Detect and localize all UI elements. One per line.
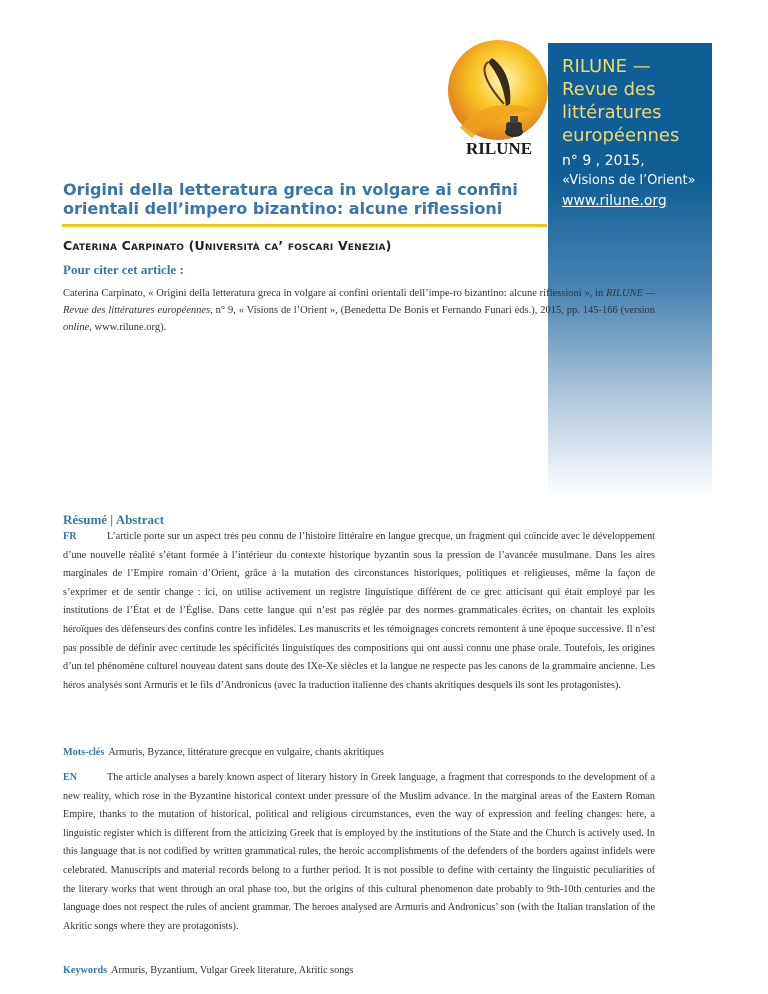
citation-text: [63, 285, 655, 336]
citation-online: online: [63, 322, 90, 333]
abstract-en: [63, 769, 655, 936]
journal-sidebar: [548, 43, 712, 498]
issue-theme: «Visions de l’Orient»: [562, 173, 696, 188]
keywords-en-label: Keywords: [63, 965, 108, 976]
article-title: Origini della letteratura greca in volgare ai confini orientali dell’impero bizantino: alcune riflessioni: [63, 180, 518, 218]
keywords-fr-label: Mots-clés: [63, 747, 105, 758]
keywords-fr-text: Armuris, Byzance, littérature grecque en vulgaire, chants akritiques: [108, 747, 384, 758]
lang-tag-fr: FR: [63, 531, 77, 542]
keywords-en-text: Armuris, Byzantium, Vulgar Greek literature, Akritic songs: [111, 965, 354, 976]
title-divider: [62, 224, 547, 227]
keywords-fr: [63, 747, 655, 758]
citation-part-2: , n° 9, « Visions de l’Orient », (Benedetta De Bonis et Fernando Funari éds.), 2015, pp. 145-166 (version: [210, 305, 655, 316]
abstract-heading: Résumé | Abstract: [63, 512, 165, 527]
keywords-en: [63, 965, 655, 976]
journal-url-link[interactable]: www.rilune.org: [562, 193, 667, 209]
citation-journal: RILUNE — Revue des littératures européennes: [63, 288, 655, 316]
article-author: Caterina Carpinato (Università ca’ foscari Venezia): [63, 238, 392, 253]
abstract-en-text: The article analyses a barely known aspect of literary history in Greek language, a fragment that corresponds to the development of a new reality, which rose in the Byzantine historical context under pressure of the Muslim advance. In the marginal areas of the Eastern Roman Empire, thanks to the mutation of historical, political and religious circumstances, even the way of expression and feeling changes: here, a linguistic register which is different from the atticizing Greek that is employed by the institutions of the State and the Church is actively used. In this language that is not codified by written grammatical rules, the heroic accomplishments of the defenders of the borders against infidels were celebrated. Manuscripts and material records belong to a further period. It is not possible to define with certainty the linguistic peculiarities of the literary works that went through an oral phase too, but the origins of this cultural phenomenon date probably to 9th-10th centuries and the language does not respect the rules of ancient grammar. The heroes analysed are Armuris and Andronicus’ son (with the Italian translation of the Akritic songs where they are protagonists).: [63, 772, 655, 932]
abstract-fr-text: L’article porte sur un aspect très peu connu de l’histoire littéraire en langue grecque, un fragment qui coïncide avec le développement d’une nouvelle réalité s’étant formée à l’intérieur du contexte historique byzantin sous la pression de l’avancée musulmane. Dans les aires marginales de l’Empire romain d’Orient, grâce à la mutation des circonstances historiques, politiques et religieuses, même la façon de s’exprimer et de sentir change : ici, on utilise activement un registre linguistique différent de ce grec atticisant qui était employé par les institutions de l’État et de l’Église. Dans cette langue qui n’est pas réglée par des normes grammaticales écrites, on chantait les exploits héroïques des défenseurs des confins contre les infidèles. Les manuscrits et les témoignages concrets remontent à une époque successive. Il n’est pas possible de définir avec certitude les spécificités linguistiques des compositions qui ont aussi connu une phase orale. Toutefois, les origines d’un tel phénomène culturel nouveau datent sans doute des IXe-Xe siècles et la langue ne respecte pas les canons de la grammaire ancienne. Les héros analysés sont Armuris et le fils d’Andronicus (avec la traduction italienne des chants akritiques desquels ils sont les protagonistes).: [63, 531, 655, 691]
issue-info: [562, 151, 712, 211]
logo-wordmark: RILUNE: [465, 139, 533, 158]
citation-part-3: , www.rilune.org).: [89, 322, 167, 333]
journal-title: RILUNE — Revue des littératures européennes: [562, 56, 680, 146]
lang-tag-en: EN: [63, 772, 78, 783]
issue-number: n° 9 , 2015,: [562, 153, 645, 169]
abstract-fr: [63, 528, 655, 695]
citation-heading: Pour citer cet article :: [63, 262, 184, 277]
citation-part-1: Caterina Carpinato, « Origini della letteratura greca in volgare ai confini orientali dell’impe-ro bizantino: alcune riflessioni », in: [63, 288, 607, 299]
